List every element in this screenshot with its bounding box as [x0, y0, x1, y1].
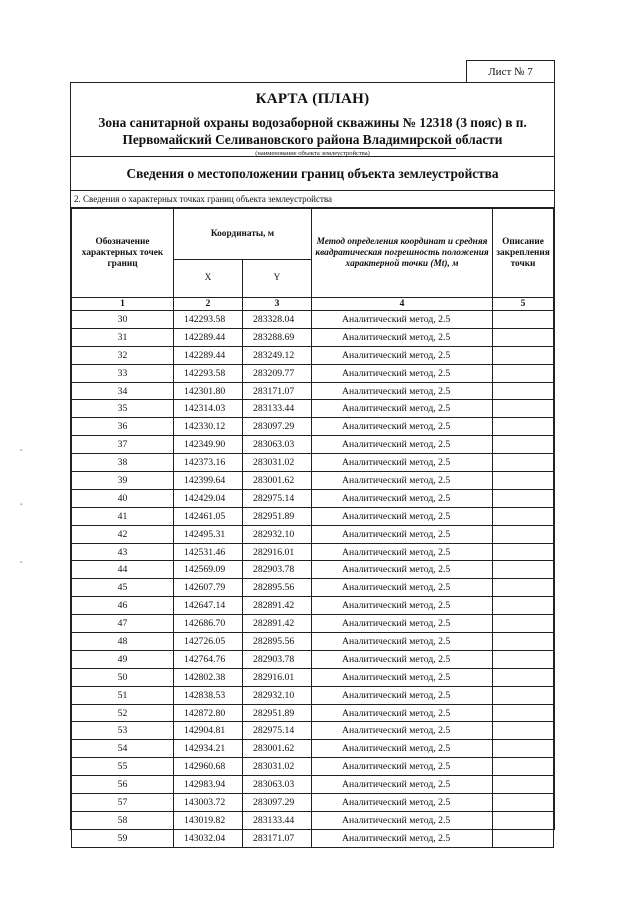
- method-cell: Аналитический метод, 2.5: [312, 364, 493, 382]
- point-id: 55: [72, 758, 174, 776]
- coord-x: 142531.46: [174, 543, 243, 561]
- method-cell: Аналитический метод, 2.5: [312, 615, 493, 633]
- table-row: [72, 472, 554, 490]
- method-cell: Аналитический метод, 2.5: [312, 561, 493, 579]
- table-row: [72, 489, 554, 507]
- table-row: [72, 525, 554, 543]
- description-cell: [493, 543, 554, 561]
- coord-y: 282932.10: [243, 686, 312, 704]
- description-cell: [493, 686, 554, 704]
- coord-y: 283133.44: [243, 811, 312, 829]
- coord-y: 283328.04: [243, 311, 312, 329]
- point-id: 40: [72, 489, 174, 507]
- table-row: [72, 722, 554, 740]
- point-id: 47: [72, 615, 174, 633]
- coord-x: 142726.05: [174, 633, 243, 651]
- point-id: 31: [72, 328, 174, 346]
- coord-x: 142764.76: [174, 650, 243, 668]
- table-row: [72, 436, 554, 454]
- point-id: 50: [72, 668, 174, 686]
- point-id: 53: [72, 722, 174, 740]
- method-cell: Аналитический метод, 2.5: [312, 811, 493, 829]
- coord-y: 283097.29: [243, 418, 312, 436]
- coord-y: 283031.02: [243, 758, 312, 776]
- point-id: 45: [72, 579, 174, 597]
- description-cell: [493, 704, 554, 722]
- description-cell: [493, 615, 554, 633]
- method-cell: Аналитический метод, 2.5: [312, 668, 493, 686]
- table-row: [72, 615, 554, 633]
- coord-y: 282951.89: [243, 704, 312, 722]
- method-cell: Аналитический метод, 2.5: [312, 418, 493, 436]
- table-row: [72, 794, 554, 812]
- point-id: 34: [72, 382, 174, 400]
- method-cell: Аналитический метод, 2.5: [312, 489, 493, 507]
- point-id: 44: [72, 561, 174, 579]
- method-cell: Аналитический метод, 2.5: [312, 704, 493, 722]
- coord-x: 142495.31: [174, 525, 243, 543]
- method-cell: Аналитический метод, 2.5: [312, 472, 493, 490]
- coord-x: 142569.09: [174, 561, 243, 579]
- title-block: [71, 83, 554, 157]
- coord-x: 142686.70: [174, 615, 243, 633]
- point-id: 57: [72, 794, 174, 812]
- coord-x: 143019.82: [174, 811, 243, 829]
- description-cell: [493, 454, 554, 472]
- coord-y: 282895.56: [243, 579, 312, 597]
- coord-x: 142872.80: [174, 704, 243, 722]
- point-id: 43: [72, 543, 174, 561]
- sheet-number-label: Лист № 7: [488, 66, 533, 78]
- section-title-text: Сведения о местоположении границ объекта землеустройства: [126, 165, 499, 181]
- table-row: [72, 561, 554, 579]
- coord-x: 142904.81: [174, 722, 243, 740]
- coord-x: 142293.58: [174, 364, 243, 382]
- margin-mark-icon: ˘: [20, 502, 23, 511]
- margin-mark-icon: ˘: [20, 560, 23, 569]
- points-table: [71, 208, 554, 848]
- col-number: 5: [493, 298, 554, 311]
- coord-x: 142314.03: [174, 400, 243, 418]
- coord-y: 282891.42: [243, 615, 312, 633]
- method-cell: Аналитический метод, 2.5: [312, 650, 493, 668]
- coord-x: 143003.72: [174, 794, 243, 812]
- coord-x: 142289.44: [174, 346, 243, 364]
- coord-x: 142330.12: [174, 418, 243, 436]
- description-cell: [493, 776, 554, 794]
- coord-y: 283171.07: [243, 382, 312, 400]
- method-cell: Аналитический метод, 2.5: [312, 346, 493, 364]
- description-cell: [493, 346, 554, 364]
- point-id: 49: [72, 650, 174, 668]
- method-cell: Аналитический метод, 2.5: [312, 525, 493, 543]
- point-id: 36: [72, 418, 174, 436]
- point-id: 33: [72, 364, 174, 382]
- table-row: [72, 400, 554, 418]
- method-cell: Аналитический метод, 2.5: [312, 829, 493, 847]
- coord-x: 142293.58: [174, 311, 243, 329]
- method-cell: Аналитический метод, 2.5: [312, 400, 493, 418]
- description-cell: [493, 579, 554, 597]
- col-number: 1: [72, 298, 174, 311]
- method-cell: Аналитический метод, 2.5: [312, 311, 493, 329]
- table-row: [72, 543, 554, 561]
- description-cell: [493, 722, 554, 740]
- coord-y: 282975.14: [243, 489, 312, 507]
- header-x: X: [174, 260, 243, 298]
- table-row: [72, 507, 554, 525]
- coord-y: 283209.77: [243, 364, 312, 382]
- coord-y: 283249.12: [243, 346, 312, 364]
- coord-y: 282932.10: [243, 525, 312, 543]
- coord-y: 282891.42: [243, 597, 312, 615]
- zone-name-line-2: Первомайский Селивановского района Владимирской области: [122, 132, 503, 147]
- col-number: 4: [312, 298, 493, 311]
- point-id: 42: [72, 525, 174, 543]
- coord-y: 282895.56: [243, 633, 312, 651]
- point-id: 51: [72, 686, 174, 704]
- method-cell: Аналитический метод, 2.5: [312, 758, 493, 776]
- point-id: 59: [72, 829, 174, 847]
- point-id: 52: [72, 704, 174, 722]
- description-cell: [493, 561, 554, 579]
- coord-x: 142802.38: [174, 668, 243, 686]
- method-cell: Аналитический метод, 2.5: [312, 633, 493, 651]
- description-cell: [493, 436, 554, 454]
- description-cell: [493, 507, 554, 525]
- method-cell: Аналитический метод, 2.5: [312, 597, 493, 615]
- table-row: [72, 364, 554, 382]
- method-cell: Аналитический метод, 2.5: [312, 328, 493, 346]
- point-id: 41: [72, 507, 174, 525]
- table-row: [72, 776, 554, 794]
- coord-y: 282903.78: [243, 650, 312, 668]
- method-cell: Аналитический метод, 2.5: [312, 722, 493, 740]
- coord-y: 282916.01: [243, 668, 312, 686]
- table-row: [72, 668, 554, 686]
- point-id: 48: [72, 633, 174, 651]
- coord-y: 283063.03: [243, 776, 312, 794]
- section-title: [71, 157, 554, 191]
- header-point: Обозначение характерных точек границ: [72, 209, 174, 298]
- point-id: 39: [72, 472, 174, 490]
- zone-name-line-1: Зона санитарной охраны водозаборной скважины № 12318 (3 пояс) в п.: [98, 115, 527, 130]
- table-row: [72, 686, 554, 704]
- col-number: 3: [243, 298, 312, 311]
- table-row: [72, 633, 554, 651]
- description-cell: [493, 740, 554, 758]
- table-row: [72, 758, 554, 776]
- description-cell: [493, 758, 554, 776]
- coord-x: 142349.90: [174, 436, 243, 454]
- method-cell: Аналитический метод, 2.5: [312, 543, 493, 561]
- coord-y: 283133.44: [243, 400, 312, 418]
- table-row: [72, 811, 554, 829]
- point-id: 35: [72, 400, 174, 418]
- description-cell: [493, 382, 554, 400]
- coord-x: 142461.05: [174, 507, 243, 525]
- coord-x: 142838.53: [174, 686, 243, 704]
- description-cell: [493, 811, 554, 829]
- coord-y: 283097.29: [243, 794, 312, 812]
- table-row: [72, 597, 554, 615]
- description-cell: [493, 829, 554, 847]
- method-cell: Аналитический метод, 2.5: [312, 436, 493, 454]
- zone-name: [71, 114, 554, 148]
- coord-x: 142289.44: [174, 328, 243, 346]
- point-id: 58: [72, 811, 174, 829]
- table-row: [72, 829, 554, 847]
- header-description: Описание закрепления точки: [493, 209, 554, 298]
- sheet-number: [466, 60, 555, 83]
- table-row: [72, 579, 554, 597]
- point-id: 56: [72, 776, 174, 794]
- point-id: 32: [72, 346, 174, 364]
- point-id: 30: [72, 311, 174, 329]
- table-row: [72, 740, 554, 758]
- description-cell: [493, 400, 554, 418]
- table-row: [72, 418, 554, 436]
- document-frame: [70, 82, 555, 844]
- table-row: [72, 311, 554, 329]
- method-cell: Аналитический метод, 2.5: [312, 686, 493, 704]
- table-row: [72, 328, 554, 346]
- coord-y: 283171.07: [243, 829, 312, 847]
- coord-x: 143032.04: [174, 829, 243, 847]
- coord-y: 282975.14: [243, 722, 312, 740]
- coord-x: 142960.68: [174, 758, 243, 776]
- subsection-title: 2. Сведения о характерных точках границ объекта землеустройства: [71, 191, 554, 208]
- coord-y: 283001.62: [243, 740, 312, 758]
- header-coords: Координаты, м: [174, 209, 312, 260]
- map-title: КАРТА (ПЛАН): [255, 91, 370, 107]
- point-id: 46: [72, 597, 174, 615]
- point-id: 54: [72, 740, 174, 758]
- margin-mark-icon: ˘: [20, 448, 23, 457]
- method-cell: Аналитический метод, 2.5: [312, 776, 493, 794]
- method-cell: Аналитический метод, 2.5: [312, 740, 493, 758]
- table-row: [72, 704, 554, 722]
- coord-x: 142983.94: [174, 776, 243, 794]
- point-id: 37: [72, 436, 174, 454]
- table-row: [72, 454, 554, 472]
- coord-x: 142607.79: [174, 579, 243, 597]
- table-row: [72, 346, 554, 364]
- header-y: Y: [243, 260, 312, 298]
- column-numbers-row: [72, 298, 554, 311]
- coord-x: 142647.14: [174, 597, 243, 615]
- coord-y: 283063.03: [243, 436, 312, 454]
- table-row: [72, 382, 554, 400]
- description-cell: [493, 633, 554, 651]
- description-cell: [493, 668, 554, 686]
- description-cell: [493, 489, 554, 507]
- description-cell: [493, 364, 554, 382]
- coord-y: 282951.89: [243, 507, 312, 525]
- description-cell: [493, 650, 554, 668]
- method-cell: Аналитический метод, 2.5: [312, 507, 493, 525]
- coord-y: 283288.69: [243, 328, 312, 346]
- method-cell: Аналитический метод, 2.5: [312, 382, 493, 400]
- description-cell: [493, 328, 554, 346]
- table-row: [72, 650, 554, 668]
- description-cell: [493, 418, 554, 436]
- coord-y: 282903.78: [243, 561, 312, 579]
- method-cell: Аналитический метод, 2.5: [312, 454, 493, 472]
- coord-y: 283001.62: [243, 472, 312, 490]
- coord-x: 142373.16: [174, 454, 243, 472]
- point-id: 38: [72, 454, 174, 472]
- method-cell: Аналитический метод, 2.5: [312, 579, 493, 597]
- coord-x: 142301.80: [174, 382, 243, 400]
- object-caption: (наименование объекта землеустройства): [169, 148, 456, 158]
- coord-x: 142934.21: [174, 740, 243, 758]
- col-number: 2: [174, 298, 243, 311]
- coord-x: 142429.04: [174, 489, 243, 507]
- coord-y: 282916.01: [243, 543, 312, 561]
- coord-x: 142399.64: [174, 472, 243, 490]
- description-cell: [493, 472, 554, 490]
- method-cell: Аналитический метод, 2.5: [312, 794, 493, 812]
- description-cell: [493, 525, 554, 543]
- header-method: Метод определения координат и средняя квадратическая погрешность положения характерной точки (Mt), м: [312, 209, 493, 298]
- description-cell: [493, 794, 554, 812]
- description-cell: [493, 311, 554, 329]
- description-cell: [493, 597, 554, 615]
- coord-y: 283031.02: [243, 454, 312, 472]
